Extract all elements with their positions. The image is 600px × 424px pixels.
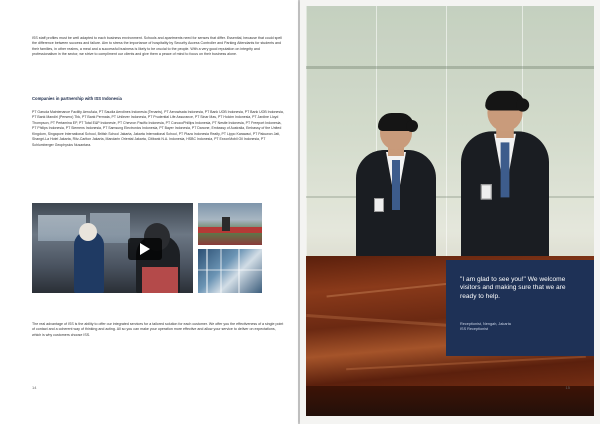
play-button[interactable] [128,238,162,260]
quote-attribution [460,322,580,333]
page-number-right: 15 [565,385,570,390]
clients-heading: Companies in partnership with ISS Indonesia [32,96,122,101]
worker-figure [222,217,230,231]
quote-text: "I am glad to see you!" We welcome visitors and making sure that we are ready to help. [460,276,566,300]
hair-bun [406,120,418,132]
wall-band [306,66,594,69]
glass-transom [198,269,262,271]
glass-mullion [238,249,240,293]
clients-list: PT Garuda Maintenance Facility AeroAsia, PT Saudia Aerolines Indonesia (Tenants), PT Aerowisata Indonesia, PT Bank UOB Indonesia, PT Bank UOB Indonesia, PT Bank Mandiri (Persero) Tbk, PT Bank Permata, PT Unilever Indonesia, PT Prudential Life Assurance, PT Sinar Mas, PT Holcim Indonesia, PT Jardine Lloyd Thompson, PT Pertamina EP, PT Total E&P Indonesie, PT Chevron Pacific Indonesia, PT ConocoPhillips Indonesia, PT Nestle Indonesia, PT Freeport Indonesia, PT Philips Indonesia, PT Siemens Indonesia, PT Samsung Electronics Indonesia, PT Bayer Indonesia, PT Danone, Embassy of Australia, Embassy of the United Kingdom, Singapore International School, British School Jakarta, Jakarta International School, PT Plaza Indonesia Realty, PT Lippo Karawaci, PT Pakuwon Jati, Shangri-La Hotel Jakarta, Ritz-Carlton Jakarta, Mandarin Oriental Jakarta, Citibank N.A. Indonesia, HSBC Indonesia, PT ExxonMobil Oil Indonesia, PT Schlumberger Geophysics Nusantara. [32,109,284,148]
scarf [501,142,510,197]
attribution-company: ISS Receptionist [460,327,489,332]
play-icon [140,243,150,255]
visitor-garment [142,267,178,293]
glass-building-photo [198,249,262,293]
counter-edge [306,386,594,416]
left-page [0,0,298,424]
glass-mullion [220,249,222,293]
scarf [392,160,400,210]
name-badge [481,184,492,199]
stands-stripe [198,227,262,233]
quote-box [446,260,594,356]
video-thumbnail[interactable] [32,203,193,293]
right-page [300,0,600,424]
outro-paragraph: The real advantage of ISS is the ability to offer our integrated services for a tailored solution for each customer. We offer you the effectiveness of a single point of contact and a coherent way of thinking and acting. All so you can make your operation more effective and allow your service to deliver on expectations, which is why customers choose ISS. [32,321,284,337]
staff-head [79,223,97,241]
intro-paragraph: ISS staff profiles must be well adapted to each business environment. Schools and apartments need for senses that differ. Essential, because that could spell the difference between success and failure. Aim to stress the importance of hospitality by Security Access Controller and Parking Attendants for students and their families, in other realms, a meal and a successful business is likely to be crucial to the people. With a very good reputation on integrity and professionalism in the sector, we strive to compliment our clients and give them a peace of mind to focus on their business alone. [32,35,282,57]
glass-mullion [206,249,208,293]
stadium-photo [198,203,262,245]
hair-bun [516,98,529,111]
reception-photo [306,6,594,416]
attribution-name: Receptionist, Nengah, Jakarta [460,322,511,326]
receptionist-left [356,116,436,276]
page-number-left: 14 [32,385,37,390]
name-badge [374,198,384,212]
